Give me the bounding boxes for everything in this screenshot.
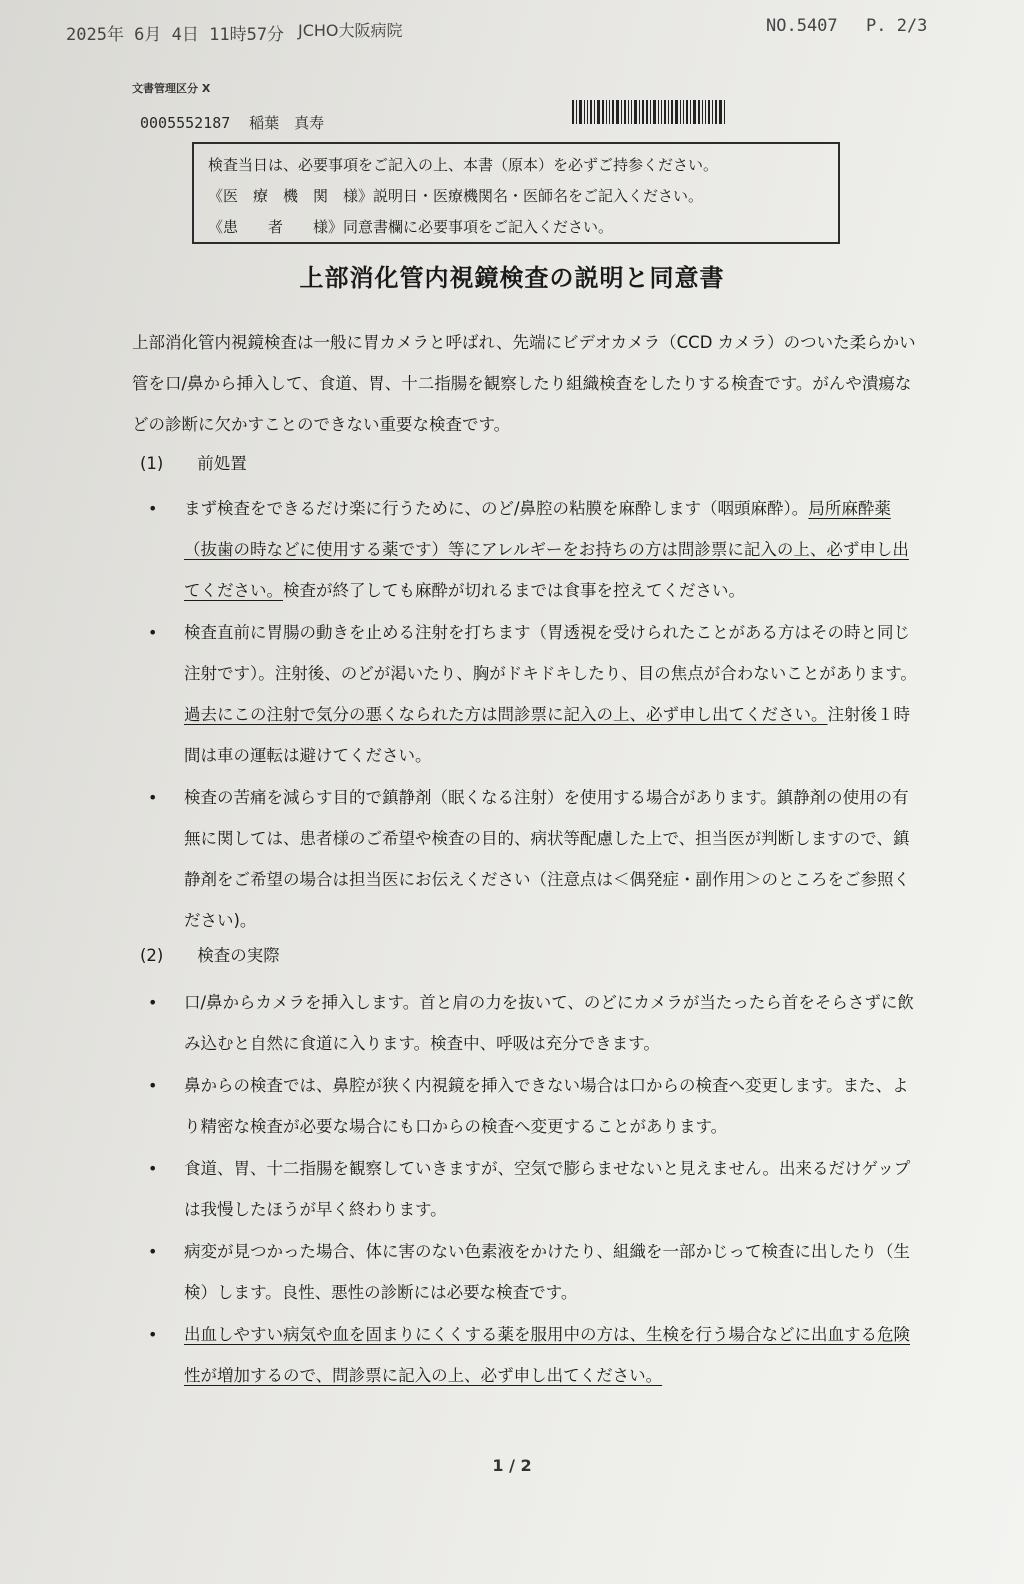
barcode-bar [612,100,614,124]
list-item [148,1231,918,1313]
notice-box [192,142,840,244]
barcode-bar [587,100,588,124]
barcode-bar [715,100,717,124]
barcode-bar [705,100,706,124]
list-item [148,777,918,941]
notice-line: 検査当日は、必要事項をご記入の上、本書（原本）を必ずご持参ください。 [208,156,719,174]
barcode-bar [690,100,691,124]
underlined-text: 過去にこの注射で気分の悪くなられた方は問診票に記入の上、必ず申し出てください。 [184,705,828,724]
barcode-bar [686,100,688,124]
barcode-bar [683,100,684,124]
patient-info [140,112,324,133]
list-item [148,1065,918,1147]
list-item [148,612,918,776]
document-title: 上部消化管内視鏡検査の説明と同意書 [299,264,725,292]
item-text: 注射後１時間は車の運転は避けてください。 [184,705,910,765]
list-item [148,1314,918,1396]
barcode-bar [653,100,656,124]
list-item [148,488,918,611]
barcode-bar [646,100,648,124]
document-class: 文書管理区分 X [132,82,211,95]
barcode-bar [650,100,651,124]
list-item [148,982,918,1064]
section-label: 前処置 [197,454,247,473]
item-text: 検査が終了しても麻酔が切れるまでは食事を控えてください。 [283,581,745,600]
barcode-bar [579,100,582,124]
barcode-bar [590,100,592,124]
barcode-bar [602,100,604,124]
bullet-icon: • [148,1242,158,1261]
barcode-bar [708,100,710,124]
barcode-bar [597,100,600,124]
barcode-bar [642,100,644,124]
barcode [572,100,748,124]
bullet-icon: • [148,1076,158,1095]
barcode-bar [584,100,585,124]
barcode-bar [572,100,574,124]
bullet-icon: • [148,623,158,642]
barcode-bar [668,100,669,124]
barcode-bar [606,100,607,124]
barcode-bar [624,100,626,124]
barcode-bar [576,100,577,124]
item-text: 検査直前に胃腸の動きを止める注射を打ちます（胃透視を受けられたことがある方はその時と同じ注射です）。注射後、のどが渇いたり、胸がドキドキしたり、目の焦点が合わないことがあります。 [184,623,917,683]
section-number: (2) [140,946,164,965]
barcode-bar [712,100,713,124]
underlined-text: 局所麻酔薬（抜歯の時などに使用する薬です）等にアレルギーをお持ちの方は問診票に記入の上、必ず申し出てください。 [184,499,909,600]
bullet-icon: • [148,499,158,518]
fax-datetime: 2025年 6月 4日 11時57分 [66,25,285,45]
barcode-bar [680,100,681,124]
barcode-bar [634,100,637,124]
barcode-bar [664,100,666,124]
item-text: 口/鼻からカメラを挿入します。首と肩の力を抜いて、のどにカメラが当たったら首をそらさずに飲み込むと自然に食道に入ります。検査中、呼吸は充分できます。 [184,993,914,1053]
pretreatment-list [148,488,918,942]
barcode-bar [719,100,722,124]
item-text: 病変が見つかった場合、体に害のない色素液をかけたり、組織を一部かじって検査に出したり（生検）します。良性、悪性の診断には必要な検査です。 [184,1242,910,1302]
fax-number: NO.5407 [766,16,838,36]
intro-paragraph: 上部消化管内視鏡検査は一般に胃カメラと呼ばれ、先端にビデオカメラ（CCD カメラ）のついた柔らかい管を口/鼻から挿入して、食道、胃、十二指腸を観察したり組織検査をしたりする検査です。がんや潰瘍などの診断に欠かすことのできない重要な検査です。 [132,333,916,434]
section-heading-pretreatment [140,450,247,474]
barcode-bar [639,100,640,124]
bullet-icon: • [148,788,158,807]
section-number: (1) [140,454,164,473]
patient-name: 稲葉 真寿 [249,114,325,132]
patient-id: 0005552187 [140,114,231,132]
barcode-bar [594,100,595,124]
item-text: まず検査をできるだけ楽に行うために、のど/鼻腔の粘膜を麻酔します（咽頭麻酔）。 [184,499,809,518]
bullet-icon: • [148,993,158,1012]
item-text: 食道、胃、十二指腸を観察していきますが、空気で膨らませないと見えません。出来るだけゲップは我慢したほうが早く終わります。 [184,1159,911,1219]
bullet-icon: • [148,1159,158,1178]
notice-line: 《患 者 様》同意書欄に必要事項をご記入ください。 [208,218,614,236]
notice-line: 《医 療 機 関 様》説明日・医療機関名・医師名をご記入ください。 [208,187,704,205]
bullet-icon: • [148,1325,158,1344]
item-text: 検査の苦痛を減らす目的で鎮静剤（眠くなる注射）を使用する場合があります。鎮静剤の使用の有無に関しては、患者様のご希望や検査の目的、病状等配慮した上で、担当医が判断しますので、鎮静剤をご希望の場合は担当医にお伝えください（注意点は＜偶発症・副作用＞のところをご参照ください)。 [184,788,910,930]
barcode-bar [698,100,700,124]
barcode-bar [693,100,696,124]
list-item [148,1148,918,1230]
barcode-bar [621,100,622,124]
item-text: 鼻からの検査では、鼻腔が狭く内視鏡を挿入できない場合は口からの検査へ変更します。また、より精密な検査が必要な場合にも口からの検査へ変更することがあります。 [184,1076,909,1136]
barcode-bar [658,100,659,124]
barcode-bar [631,100,632,124]
underlined-text: 出血しやすい病気や血を固まりにくくする薬を服用中の方は、生検を行う場合などに出血する危険性が増加するので、問診票に記入の上、必ず申し出てください。 [184,1325,910,1385]
fax-page: P. 2/3 [866,16,928,36]
section-heading-procedure [140,942,280,966]
barcode-bar [724,100,725,124]
fax-header [66,14,946,44]
barcode-bar [675,100,678,124]
barcode-bar [628,100,629,124]
procedure-list [148,982,918,1397]
barcode-bar [702,100,703,124]
barcode-bar [616,100,619,124]
barcode-bar [661,100,662,124]
barcode-bar [609,100,610,124]
section-label: 検査の実際 [197,946,280,965]
fax-hospital: JCHO大阪病院 [298,21,403,40]
page-number: 1 / 2 [492,1456,532,1475]
barcode-bar [671,100,673,124]
